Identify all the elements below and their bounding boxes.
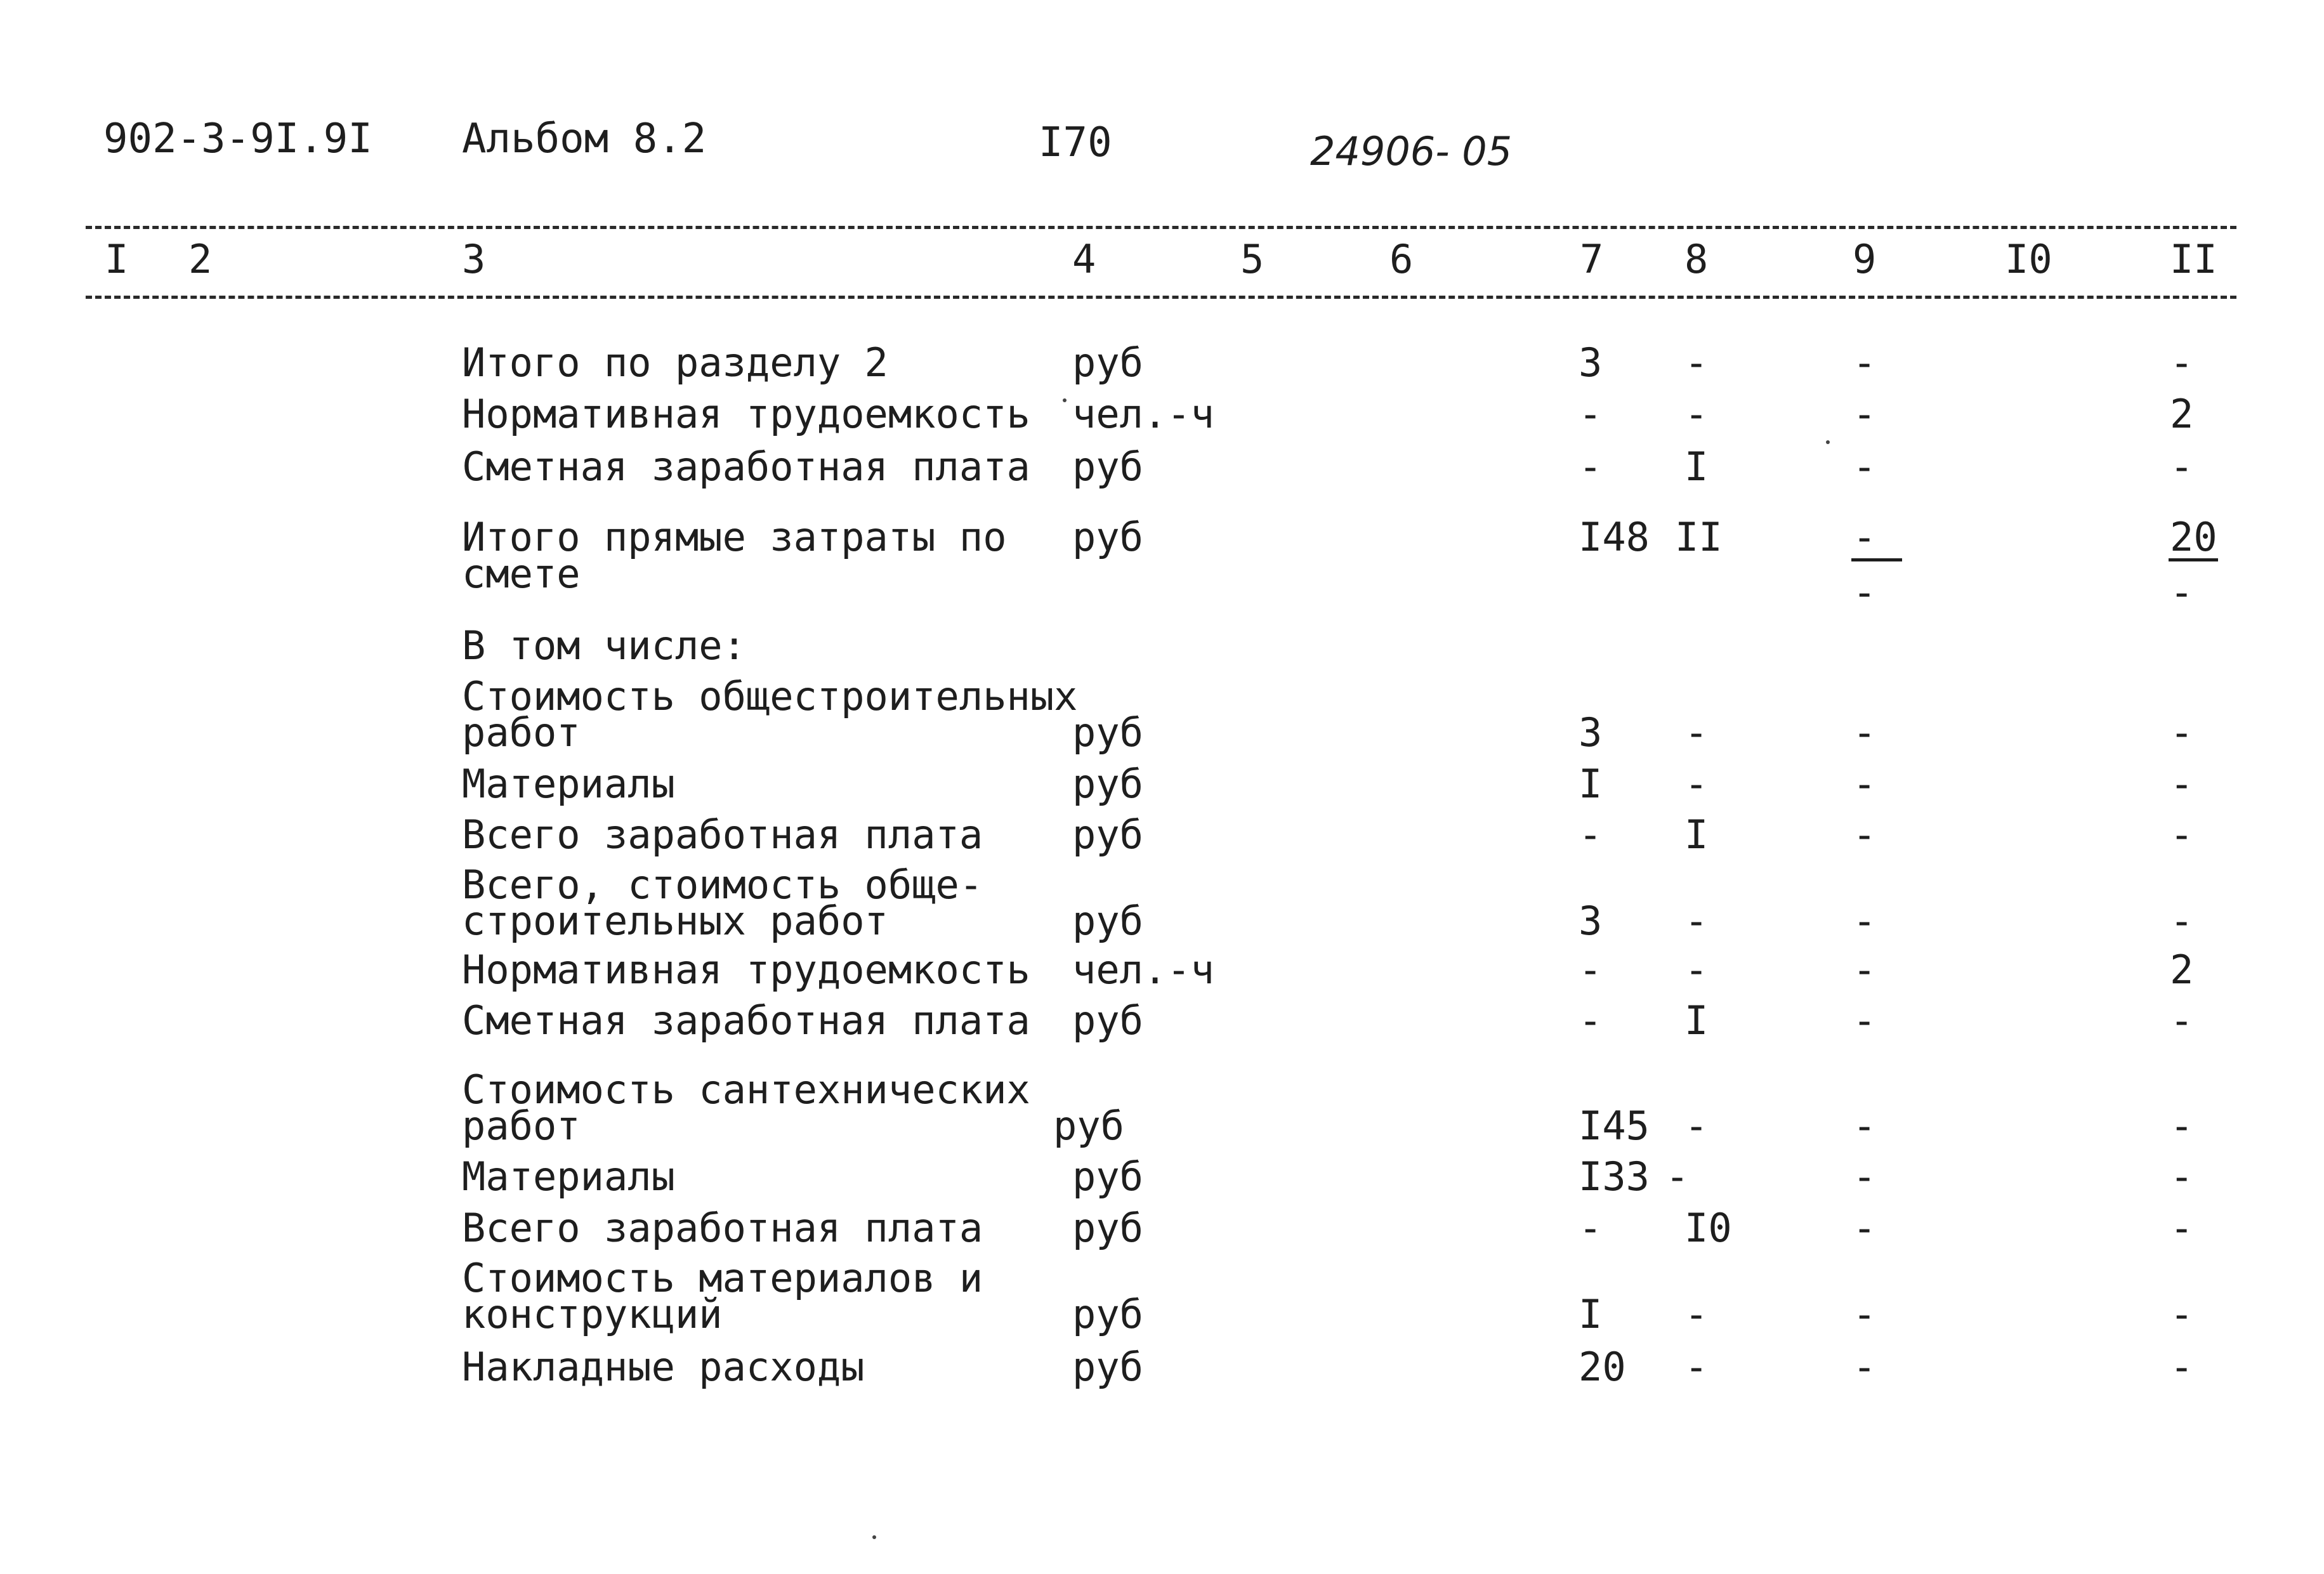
row-col-9: - [1853,811,1877,858]
row-col-8: - [1684,1291,1709,1337]
document-code: 902-3-9I.9I [103,115,372,162]
row-col-7: 3 [1579,709,1603,756]
row-label-continued: конструкций [462,1291,723,1337]
row-col-8: - [1684,761,1709,807]
column-number-9: 9 [1853,236,1877,282]
row-col-9: - [1853,514,1877,560]
column-number-8: 8 [1684,236,1709,282]
row-col-9: - [1853,947,1877,993]
row-col-8: - [1684,898,1709,944]
row-col-11: - [2170,1153,2194,1200]
row-label-continued: работ [462,1103,581,1149]
row-label-continued: смете [462,551,581,597]
header-bottom-rule [86,296,2236,299]
row-col-8: - [1684,1103,1709,1149]
row-unit: руб [1072,898,1143,944]
row-label: Стоимость сантехнических [462,1066,1030,1113]
col-11-underline [2169,558,2218,561]
row-col-8: I [1684,811,1709,858]
row-label: Всего заработная плата [462,811,983,858]
row-col-9: - [1853,997,1877,1044]
row-col-9: - [1853,761,1877,807]
column-number-5: 5 [1240,236,1264,282]
row-label: Всего заработная плата [462,1205,983,1251]
row-col-11: 20 [2170,514,2217,560]
row-col-7: - [1579,947,1603,993]
row-label: Нормативная трудоемкость [462,391,1030,437]
album-title: Альбом 8.2 [462,115,707,162]
row-label-continued: работ [462,709,581,756]
row-col-11: - [2170,1205,2194,1251]
row-col-8: I [1684,997,1709,1044]
row-col-11: - [2170,443,2194,490]
row-col-9: - [1853,339,1877,386]
column-number-6: 6 [1389,236,1414,282]
row-unit: руб [1072,1205,1143,1251]
row-col-11-below: - [2170,569,2194,615]
row-col-11: 2 [2170,947,2194,993]
col-9-underline [1851,558,1902,561]
row-label: Материалы [462,761,675,807]
scan-speck [872,1535,876,1539]
row-label-continued: строительных работ [462,898,888,944]
row-col-8: - [1665,1153,1690,1200]
row-col-7: 20 [1579,1344,1626,1390]
row-col-7: I48 [1579,514,1650,560]
row-col-7: I45 [1579,1103,1650,1149]
scan-speck [1063,398,1067,402]
row-unit: руб [1072,339,1143,386]
row-col-9: - [1853,1291,1877,1337]
row-label: Материалы [462,1153,675,1200]
row-unit: руб [1072,1291,1143,1337]
row-col-11: - [2170,761,2194,807]
header-top-rule [86,226,2236,229]
row-unit: руб [1072,811,1143,858]
row-col-11: - [2170,898,2194,944]
column-number-3: 3 [462,236,486,282]
row-label: Стоимость материалов и [462,1255,983,1301]
row-label: Итого прямые затраты по [462,514,1007,560]
row-label: Сметная заработная плата [462,443,1030,490]
row-col-7: I [1579,761,1603,807]
row-unit: руб [1072,709,1143,756]
row-col-11: - [2170,709,2194,756]
row-unit: чел.-ч [1072,947,1214,993]
row-col-11: - [2170,1103,2194,1149]
row-label: Сметная заработная плата [462,997,1030,1044]
row-label: Всего, стоимость обще- [462,862,983,908]
row-col-8: - [1684,947,1709,993]
row-col-11: 2 [2170,391,2194,437]
row-col-11: - [2170,339,2194,386]
handwritten-number: 24906- 05 [1310,128,1513,174]
row-col-11: - [2170,1344,2194,1390]
row-col-7: - [1579,1205,1603,1251]
section-label: В том числе: [462,622,746,669]
row-col-9: - [1853,1344,1877,1390]
row-col-9: - [1853,1153,1877,1200]
column-number-10: I0 [2005,236,2052,282]
column-number-4: 4 [1072,236,1096,282]
row-col-7: 3 [1579,898,1603,944]
row-col-8: - [1684,339,1709,386]
row-unit: руб [1072,443,1143,490]
row-col-7: I [1579,1291,1603,1337]
column-number-11: II [2170,236,2217,282]
row-label: Накладные расходы [462,1344,865,1390]
row-col-9: - [1853,391,1877,437]
row-col-11: - [2170,997,2194,1044]
page-number: I70 [1039,119,1112,166]
row-unit: руб [1072,514,1143,560]
row-col-9: - [1853,709,1877,756]
row-col-8: - [1684,391,1709,437]
row-unit: руб [1053,1103,1124,1149]
row-col-9: - [1853,443,1877,490]
row-label: Нормативная трудоемкость [462,947,1030,993]
row-col-9: - [1853,1103,1877,1149]
row-label: Стоимость общестроительных [462,673,1078,719]
row-col-9: - [1853,1205,1877,1251]
row-col-11: - [2170,811,2194,858]
column-number-1: I [105,236,129,282]
column-number-7: 7 [1580,236,1604,282]
row-unit: руб [1072,997,1143,1044]
column-number-2: 2 [188,236,213,282]
row-col-9-below: - [1853,569,1877,615]
row-col-11: - [2170,1291,2194,1337]
scan-speck [1826,440,1830,444]
row-col-7: - [1579,811,1603,858]
row-unit: чел.-ч [1072,391,1214,437]
row-col-7: - [1579,391,1603,437]
row-col-8: - [1684,709,1709,756]
row-col-8: II [1675,514,1723,560]
row-unit: руб [1072,1344,1143,1390]
row-col-8: I0 [1684,1205,1732,1251]
row-col-7: 3 [1579,339,1603,386]
row-col-7: I33 [1579,1153,1650,1200]
row-col-9: - [1853,898,1877,944]
row-unit: руб [1072,761,1143,807]
row-col-7: - [1579,443,1603,490]
row-col-7: - [1579,997,1603,1044]
row-col-8: I [1684,443,1709,490]
row-col-8: - [1684,1344,1709,1390]
row-label: Итого по разделу 2 [462,339,888,386]
row-unit: руб [1072,1153,1143,1200]
